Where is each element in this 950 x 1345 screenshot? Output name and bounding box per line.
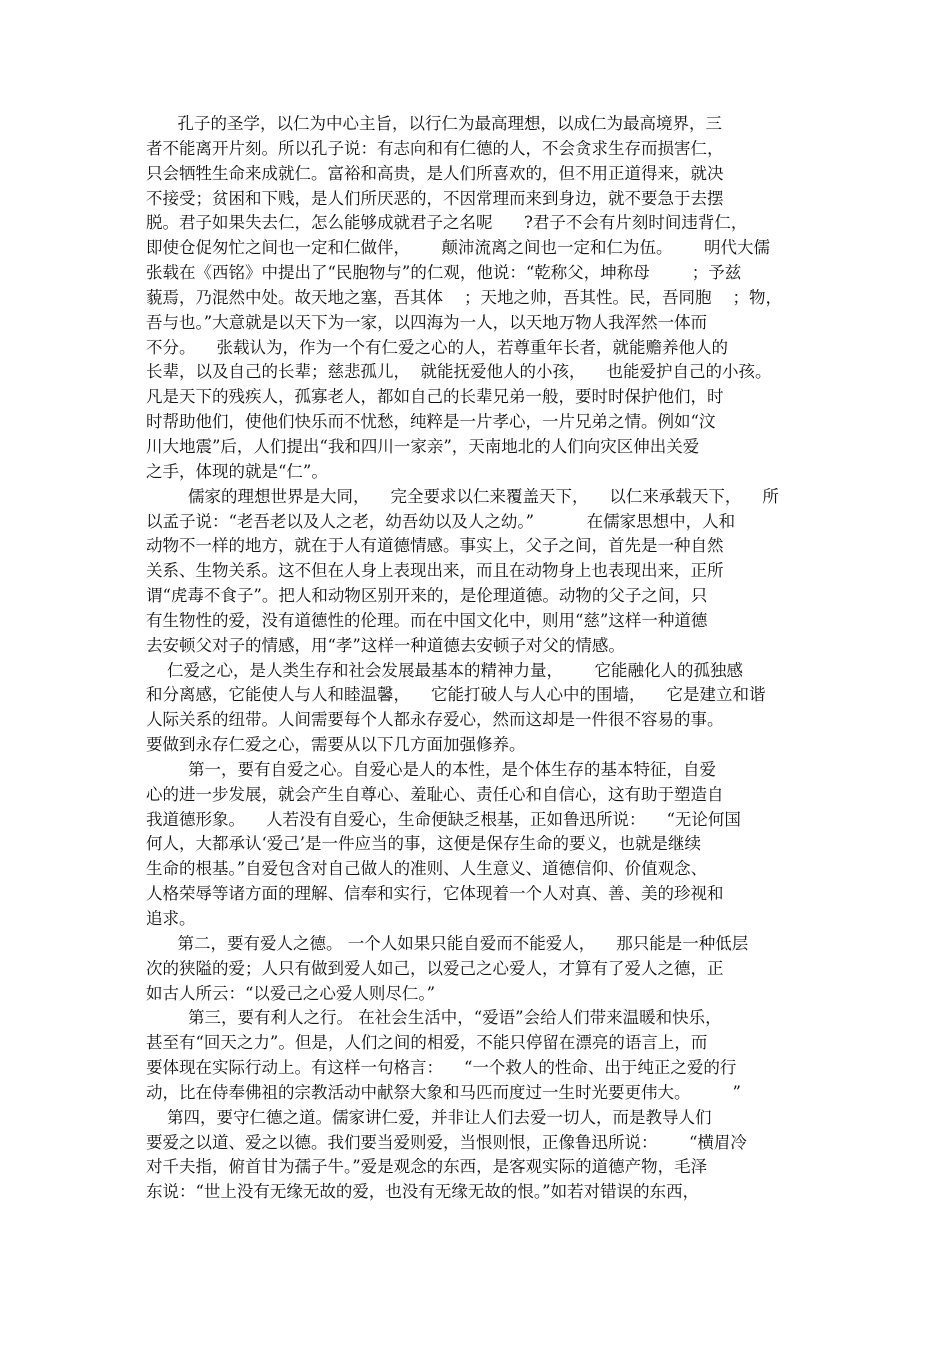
text-line: 仁爱之心，是人类生存和社会发展最基本的精神力量， 它能融化人的孤独感: [146, 660, 743, 680]
text-line: 去安顿父对子的情感，用“孝”这样一种道德去安顿子对父的情感。: [146, 635, 625, 655]
text-line: 如古人所云：“以爱己之心爱人则尽仁。”: [146, 983, 436, 1003]
text-line: 次的狭隘的爱；人只有做到爱人如己，以爱己之心爱人，才算有了爱人之德，正: [146, 958, 724, 978]
text-line: 者不能离开片刻。所以孔子说：有志向和有仁德的人，不会贪求生存而损害仁，: [146, 138, 724, 158]
text-line: 不分。 张载认为，作为一个有仁爱之心的人，若尊重年长者，就能赡养他人的: [146, 337, 728, 357]
text-line: 要做到永存仁爱之心，需要从以下几方面加强修养。: [146, 735, 526, 755]
text-line: 人际关系的纽带。人间需要每个人都永存爱心，然而这却是一件很不容易的事。: [146, 710, 724, 730]
document-body: [146, 112, 836, 1205]
text-line: 追求。: [146, 909, 196, 928]
text-line: 第四，要守仁德之道。儒家讲仁爱，并非让人们去爱一切人，而是教导人们: [146, 1107, 712, 1127]
text-line: 藐焉，乃混然中处。故天地之塞，吾其体 ；天地之帅，吾其性。民，吾同胞 ；物，: [146, 287, 782, 307]
text-line: 要爱之以道、爱之以德。我们要当爱则爱，当恨则恨，正像鲁迅所说： “横眉冷: [146, 1132, 747, 1152]
text-line: 有生物性的爱，没有道德性的伦理。而在中国文化中，则用“慈”这样一种道德: [146, 610, 708, 630]
text-line: 川大地震”后，人们提出“我和四川一家亲”，天南地北的人们向灾区伸出关爱: [146, 436, 700, 456]
text-line: 吾与也。”大意就是以天下为一家，以四海为一人，以天地万物人我浑然一体而: [146, 312, 708, 332]
text-line: 儒家的理想世界是大同， 完全要求以仁来覆盖天下， 以仁来承载天下， 所: [146, 486, 779, 506]
text-line: 心的进一步发展，就会产生自尊心、羞耻心、责任心和自信心，这有助于塑造自: [146, 784, 724, 804]
text-line: 第一，要有自爱之心。自爱心是人的本性，是个体生存的基本特征，自爱: [146, 759, 716, 779]
text-line: 东说：“世上没有无缘无故的爱，也没有无缘无故的恨。”如若对错误的东西，: [146, 1182, 700, 1202]
text-line: 动，比在侍奉佛祖的宗教活动中献祭大象和马匹而度过一生时光要更伟大。 ”: [146, 1082, 741, 1102]
text-line: 生命的根基。”自爱包含对自己做人的准则、人生意义、道德信仰、价值观念、: [146, 859, 708, 879]
text-line: 人格荣辱等诸方面的理解、信奉和实行，它体现着一个人对真、善、美的珍视和: [146, 884, 724, 904]
text-line: 只会牺牲生命来成就仁。富裕和高贵，是人们所喜欢的，但不用正道得来，就决: [146, 163, 724, 183]
text-line: 张载在《西铭》中提出了“民胞物与”的仁观，他说：“乾称父，坤称母 ；予兹: [146, 263, 742, 283]
text-line: 时帮助他们，使他们快乐而不忧愁，纯粹是一片孝心，一片兄弟之情。例如“汶: [146, 412, 716, 432]
text-line: 关系、生物关系。这不但在人身上表现出来，而且在动物身上也表现出来，正所: [146, 561, 724, 581]
text-line: 要体现在实际行动上。有这样一句格言： “一个救人的性命、出于纯正之爱的行: [146, 1058, 737, 1078]
text-line: 长辈，以及自己的长辈；慈悲孤儿， 就能抚爱他人的小孩， 也能爱护自己的小孩。: [146, 362, 772, 382]
text-line: 不接受；贫困和下贱，是人们所厌恶的，不因常理而来到身边，就不要急于去摆: [146, 188, 724, 208]
text-line: 凡是天下的残疾人，孤寡老人，都如自己的长辈兄弟一般，要时时保护他们，时: [146, 387, 724, 407]
text-line: 以孟子说：“老吾老以及人之老，幼吾幼以及人之幼。” 在儒家思想中，人和: [146, 511, 736, 531]
text-line: 动物不一样的地方，就在于人有道德情感。事实上，父子之间，首先是一种自然: [146, 536, 724, 556]
text-line: 第二，要有爱人之德。 一个人如果只能自爱而不能爱人， 那只能是一种低层: [146, 933, 749, 953]
text-line: 我道德形象。 人若没有自爱心，生命便缺乏根基，正如鲁迅所说： “无论何国: [146, 809, 741, 829]
text-line: 孔子的圣学，以仁为中心主旨，以行仁为最高理想，以成仁为最高境界，三: [146, 114, 722, 133]
text-line: 脱。君子如果失去仁，怎么能够成就君子之名呢 ?君子不会有片刻时间违背仁，: [146, 213, 748, 233]
text-line: 对千夫指，俯首甘为孺子牛。”爱是观念的东西，是客观实际的道德产物，毛泽: [146, 1157, 708, 1177]
text-line: 甚至有“回天之力”。但是，人们之间的相爱，不能只停留在漂亮的语言上，而: [146, 1033, 708, 1053]
text-line: 和分离感，它能使人与人和睦温馨， 它能打破人与人心中的围墙， 它是建立和谐: [146, 685, 766, 705]
text-line: 即使仓促匆忙之间也一定和仁做伴， 颠沛流离之间也一定和仁为伍。 明代大儒: [146, 238, 770, 258]
text-line: 谓“虎毒不食子”。把人和动物区别开来的，是伦理道德。动物的父子之间，只: [146, 586, 708, 606]
text-line: 之手，体现的就是“仁”。: [146, 461, 328, 481]
text-line: 第三，要有利人之行。 在社会生活中，“爱语”会给人们带来温暖和快乐，: [146, 1008, 722, 1028]
text-line: 何人，大都承认‘爱己’是一件应当的事，这便是保存生命的要义，也就是继续: [146, 834, 701, 854]
